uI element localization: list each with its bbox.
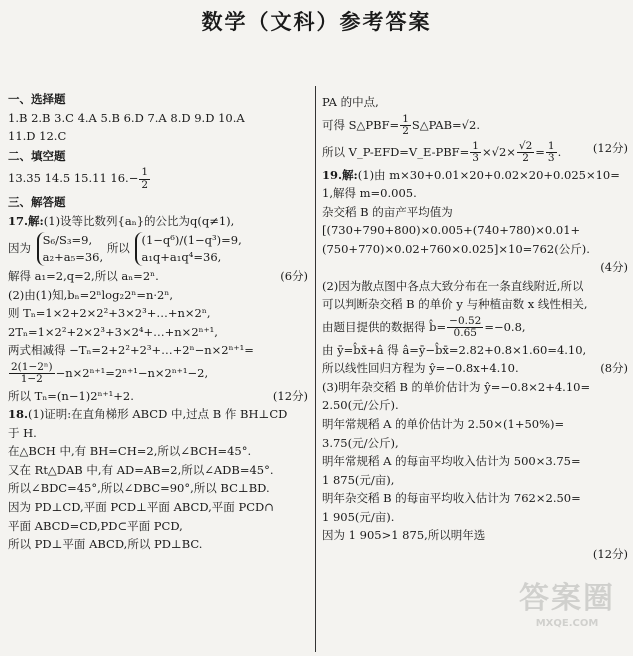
score-mark: (4分) [600, 260, 628, 275]
q17-line-4: (2)由(1)知,bₙ=2ⁿlog₂2ⁿ=n·2ⁿ, [8, 287, 174, 302]
equation: a₂+a₅=36, [42, 249, 104, 264]
fraction-denominator: 3 [547, 152, 555, 165]
left-column [8, 88, 308, 556]
fraction [139, 167, 150, 191]
q18-cont-line-1: PA 的中点, [322, 95, 379, 109]
q18-line-4: 又在 Rt△DAB 中,有 AD=AB=2,所以∠ADB=45°. [8, 462, 274, 477]
fill-answers-line [8, 167, 308, 191]
question-label: 18. [8, 407, 29, 422]
q19-line-8 [322, 316, 628, 340]
equation: S₆/S₃=9, [42, 233, 93, 248]
question-label: 19.解: [322, 167, 358, 182]
q19-line-1 [322, 168, 628, 184]
fraction-numerator: 1 [547, 139, 555, 152]
fraction [517, 141, 534, 165]
fraction [9, 362, 55, 386]
q19-line-19: 因为 1 905>1 875,所以明年选 [322, 528, 486, 543]
solution-text: S△PAB=√2. [411, 117, 480, 132]
q17-line-5: 则 Tₙ=1×2+2×2²+3×2³+…+n×2ⁿ, [8, 306, 211, 321]
solution-text: 所以 [106, 241, 130, 256]
fill-answers-text: 13.35 14.5 15.11 16.− [8, 171, 139, 186]
equation-system-1 [37, 232, 104, 266]
solution-text: (1)证明:在直角梯形 ABCD 中,过点 B 作 BH⊥CD [28, 407, 288, 422]
q18-line-8: 所以 PD⊥平面 ABCD,所以 PD⊥BC. [8, 537, 203, 552]
q19-line-18: 1 905(元/亩). [322, 509, 395, 524]
page-title: 数学（文科）参考答案 [201, 9, 432, 34]
q17-line-1 [8, 214, 308, 230]
q19-line-14: 3.75(元/公斤), [322, 435, 399, 450]
q19-line-16: 1 875(元/亩), [322, 472, 395, 487]
solution-text: −n×2ⁿ⁺¹=2ⁿ⁺¹−n×2ⁿ⁺¹−2, [55, 365, 209, 380]
q19-score-3-line [322, 547, 628, 563]
choice-answers-line-1: 1.B 2.B 3.C 4.A 5.B 6.D 7.A 8.D 9.D 10.A [8, 110, 245, 125]
section-heading-solutions: 三、解答题 [8, 195, 66, 210]
q19-line-15: 明年常规稻 A 的每亩平均收入估计为 500×3.75= [322, 454, 581, 469]
q19-line-13: 明年常规稻 A 的单价估计为 2.50×(1+50%)= [322, 416, 565, 431]
q17-line-3 [8, 269, 308, 285]
equation-system-2 [135, 232, 241, 266]
fraction-denominator: 0.65 [453, 327, 477, 340]
solution-text: 所以 V_P-EFD=V_E-PBF= [322, 144, 470, 159]
fraction [470, 141, 481, 165]
q19-line-4: [(730+790+800)×0.005+(740+780)×0.01+ [322, 223, 581, 238]
solution-text: ×√2× [481, 144, 516, 159]
q18-cont-line-3 [322, 141, 628, 165]
solution-text: (1)由 m×30+0.01×20+0.02×20+0.025×10= [357, 167, 620, 182]
q19-score-1-line [322, 260, 628, 276]
q19-line-5: (750+770)×0.02+760×0.025]×10=762(公斤). [322, 241, 590, 256]
score-mark: (8分) [600, 361, 628, 376]
fraction-denominator: 1−2 [20, 373, 43, 386]
solution-text: 所以线性回归方程为 ŷ=−0.8x+4.10. [322, 361, 519, 376]
q19-line-3: 杂交稻 B 的亩产平均值为 [322, 204, 453, 219]
q18-line-2: 于 H. [8, 425, 37, 440]
q17-line-8 [8, 362, 308, 386]
q18-line-6: 因为 PD⊥CD,平面 PCD⊥平面 ABCD,平面 PCD∩ [8, 499, 274, 514]
q17-line-6: 2Tₙ=1×2²+2×2³+3×2⁴+…+n×2ⁿ⁺¹, [8, 324, 218, 339]
solution-text: 解得 a₁=2,q=2,所以 aₙ=2ⁿ. [8, 269, 159, 284]
q19-line-10 [322, 361, 628, 377]
watermark-url: MXQE.COM [535, 618, 599, 629]
solution-text: (1)设等比数列{aₙ}的公比为q(q≠1), [43, 213, 235, 228]
q18-line-5: 所以∠BDC=45°,所以∠DBC=90°,所以 BC⊥BD. [8, 481, 270, 496]
q18-line-1 [8, 407, 308, 423]
q19-line-12: 2.50(元/公斤). [322, 398, 399, 413]
score-mark: (6分) [280, 269, 308, 284]
watermark-text: 答案圈 [519, 581, 615, 616]
score-mark: (12分) [272, 388, 308, 403]
fraction-denominator: 2 [522, 152, 529, 165]
equation: a₁q+a₁q⁴=36, [141, 249, 222, 264]
fraction-denominator: 3 [472, 152, 479, 165]
question-label: 17.解: [8, 213, 44, 228]
q17-line-9 [8, 389, 308, 405]
q17-system-line [8, 232, 308, 266]
solution-text: 所以 Tₙ=(n−1)2ⁿ⁺¹+2. [8, 388, 134, 403]
watermark-logo [507, 580, 627, 650]
fraction-numerator: √2 [518, 139, 533, 152]
solution-text: 可得 S△PBF= [322, 117, 400, 132]
q19-line-11: (3)明年杂交稻 B 的单价估计为 ŷ=−0.8×2+4.10= [322, 379, 591, 394]
q19-line-17: 明年杂交稻 B 的每亩平均收入估计为 762×2.50= [322, 491, 581, 506]
fraction-numerator: 2(1−2ⁿ) [11, 360, 53, 373]
fraction-numerator: 1 [472, 139, 479, 152]
q17-line-7: 两式相减得 −Tₙ=2+2²+2³+…+2ⁿ−n×2ⁿ⁺¹= [8, 343, 254, 358]
solution-text: = [535, 144, 545, 159]
fraction-denominator: 2 [402, 125, 409, 138]
q19-line-6: (2)因为散点图中各点大致分布在一条直线附近,所以 [322, 278, 584, 293]
section-heading-choice: 一、选择题 [8, 92, 66, 106]
fraction-numerator: −0.52 [449, 314, 482, 327]
q18-line-3: 在△BCH 中,有 BH=CH=2,所以∠BCH=45°. [8, 444, 252, 459]
fraction [546, 141, 557, 165]
fraction [400, 114, 411, 138]
column-divider [315, 86, 316, 652]
solution-text: =−0.8, [484, 319, 526, 334]
solution-text: 因为 [8, 241, 31, 256]
solution-text: 由题目提供的数据得 b̂= [322, 319, 447, 334]
fraction-numerator: 1 [402, 112, 409, 125]
q19-line-7: 可以判断杂交稻 B 的单价 y 与种植亩数 x 线性相关, [322, 297, 588, 312]
solution-text: . [557, 144, 562, 159]
fraction-numerator: 1 [141, 166, 149, 179]
score-mark: (12分) [592, 546, 628, 561]
section-heading-fill: 二、填空题 [8, 148, 66, 163]
fraction [447, 316, 483, 340]
q19-line-2: 1,解得 m=0.005. [322, 186, 417, 201]
q18-line-7: 平面 ABCD=CD,PD⊂平面 PCD, [8, 518, 183, 533]
q19-line-9: 由 ȳ=b̂x̄+â 得 â=ȳ−b̂x̄=2.82+0.8×1.60=4.10, [322, 342, 587, 357]
right-column [322, 92, 628, 565]
equation: (1−q⁶)/(1−q³)=9, [141, 233, 242, 248]
score-mark: (12分) [592, 140, 628, 155]
fraction-denominator: 2 [141, 178, 149, 191]
choice-answers-line-2: 11.D 12.C [8, 129, 67, 144]
q18-cont-line-2 [322, 114, 628, 138]
